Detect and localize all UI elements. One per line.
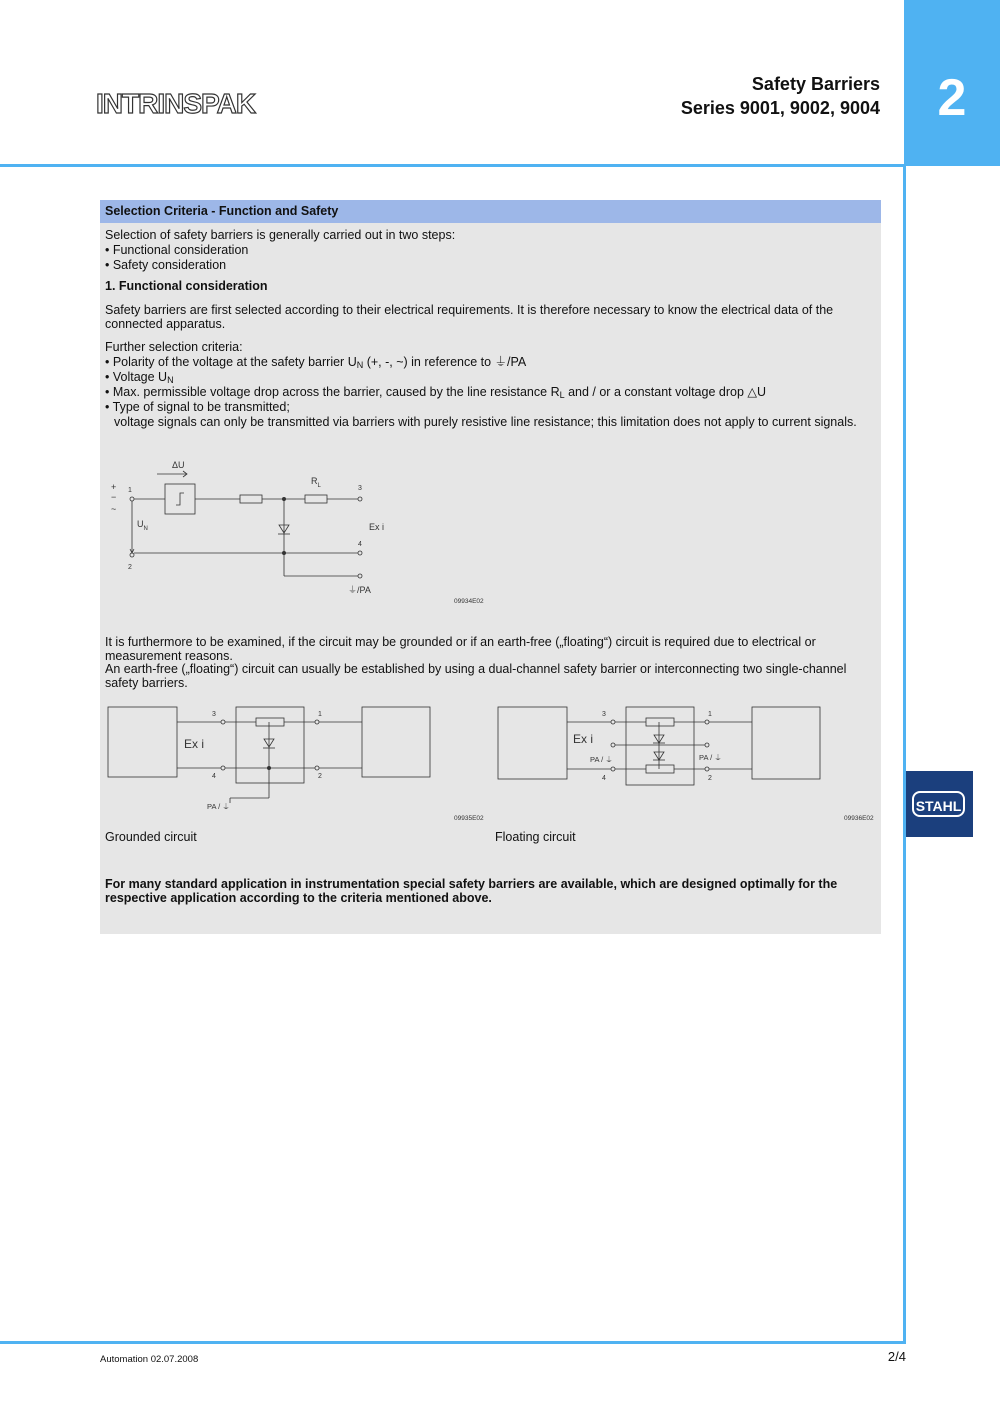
figure-code: 09934E02	[454, 598, 484, 605]
footer-rule	[0, 1341, 906, 1344]
grounded-caption: Grounded circuit	[105, 830, 197, 844]
chapter-tab	[904, 0, 1000, 166]
terminal-1	[705, 720, 709, 724]
pa-label: ⏚/PA	[348, 585, 371, 595]
grounded-circuit-diagram	[100, 700, 490, 830]
barrier-resistor-bottom	[646, 765, 674, 773]
field-device-box	[108, 707, 177, 777]
header-rule	[0, 164, 906, 167]
terminal-pa	[358, 574, 362, 578]
minus-symbol: −	[111, 492, 117, 502]
terminal-2-label: 2	[318, 773, 322, 780]
pa-label-left: PA / ⏚	[590, 755, 613, 764]
terminal-3	[221, 720, 225, 724]
criteria-item: • Max. permissible voltage drop across the barrier, caused by the line resistance $R_L$ and / or a constant voltage drop △U	[105, 385, 767, 400]
terminal-1	[130, 497, 134, 501]
document-title	[681, 72, 880, 120]
ac-symbol: ~	[111, 504, 117, 514]
terminal-2-label: 2	[708, 775, 712, 782]
terminal-4	[611, 767, 615, 771]
terminal-4	[358, 551, 362, 555]
content-panel	[100, 200, 881, 934]
title-line-1: Safety Barriers	[751, 74, 880, 94]
ex-i-label: Ex i	[184, 737, 205, 751]
criteria-item: • Type of signal to be transmitted;	[105, 400, 290, 414]
intro-text: Selection of safety barriers is generally carried out in two steps:	[105, 228, 456, 242]
step-item: • Safety consideration	[105, 258, 227, 272]
further-label: Further selection criteria:	[105, 340, 243, 354]
subheading: 1. Functional consideration	[105, 279, 268, 293]
criteria-item: • Voltage $U_N$	[105, 370, 174, 385]
terminal-4-label: 4	[212, 773, 216, 780]
ex-i-label: Ex i	[573, 732, 594, 746]
title-line-2: Series 9001, 9002, 9004	[680, 98, 880, 118]
figure-code: 09936E02	[844, 815, 874, 822]
terminal-1	[315, 720, 319, 724]
terminal-2	[705, 767, 709, 771]
para-floating: An earth-free („floating“) circuit can usually be established by using a dual-channel safety barrier or interconnecting two single-channel safety barriers.	[105, 662, 847, 690]
barrier-circuit-diagram	[100, 450, 500, 610]
terminal-1-label: 1	[708, 711, 712, 718]
floating-caption: Floating circuit	[495, 830, 576, 844]
figure-code: 09935E02	[454, 815, 484, 822]
delta-u-label: ΔU	[172, 460, 185, 470]
plus-symbol: +	[111, 482, 117, 492]
fuse	[240, 495, 262, 503]
stahl-logo-text: STAHL	[912, 791, 965, 817]
rl-label: $R_L$	[311, 476, 321, 489]
terminal-3-label: 3	[602, 711, 606, 718]
field-device-box	[498, 707, 567, 779]
control-device-box	[752, 707, 820, 779]
terminal-3-label: 3	[358, 485, 362, 492]
pa-label-right: PA / ⏚	[699, 753, 722, 762]
terminal-4-label: 4	[602, 775, 606, 782]
criteria-item: • Polarity of the voltage at the safety barrier $U_N$ (+, -, ~) in reference to ⏚/PA	[105, 355, 527, 370]
step-item: • Functional consideration	[105, 243, 249, 257]
criteria-continuation: voltage signals can only be transmitted via barriers with purely resistive line resistance; this limitation does not apply to current signals.	[114, 415, 857, 429]
pa-label: PA / ⏚	[207, 802, 230, 811]
terminal-4-label: 4	[358, 541, 362, 548]
floating-circuit-diagram	[490, 700, 880, 830]
closing-note: For many standard application in instrumentation special safety barriers are available, which are designed optimally for the respective application according to the criteria mentioned above.	[105, 877, 838, 905]
section-heading: Selection Criteria - Function and Safety	[100, 200, 881, 223]
terminal-4	[221, 766, 225, 770]
margin-rule	[903, 164, 906, 1344]
terminal-1-label: 1	[318, 711, 322, 718]
ex-i-label: Ex i	[369, 522, 385, 532]
stahl-logo	[906, 771, 973, 837]
chapter-number: 2	[937, 69, 967, 127]
intro-block	[105, 228, 875, 273]
para-grounding: It is furthermore to be examined, if the circuit may be grounded or if an earth-free („floating“) circuit is required due to electrical or measurement reasons.	[105, 635, 816, 663]
criteria-block	[105, 340, 875, 430]
terminal-3-label: 3	[212, 711, 216, 718]
barrier-resistor-top	[646, 718, 674, 726]
barrier-resistor	[256, 718, 284, 726]
intrinspak-logo: INTRINSPAK	[96, 88, 256, 119]
control-device-box	[362, 707, 430, 777]
terminal-2-label: 2	[128, 564, 132, 571]
terminal-2	[315, 766, 319, 770]
terminal-3	[611, 720, 615, 724]
page-number: 2/4	[887, 1349, 906, 1364]
footer-date: Automation 02.07.2008	[100, 1354, 199, 1365]
un-label: $U_N$	[137, 519, 148, 532]
limiter-symbol	[176, 493, 184, 505]
terminal-3	[358, 497, 362, 501]
terminal-1-label: 1	[128, 487, 132, 494]
para-functional: Safety barriers are first selected according to their electrical requirements. It is therefore necessary to know the electrical data of the connected apparatus.	[105, 303, 834, 331]
line-resistor	[305, 495, 327, 503]
